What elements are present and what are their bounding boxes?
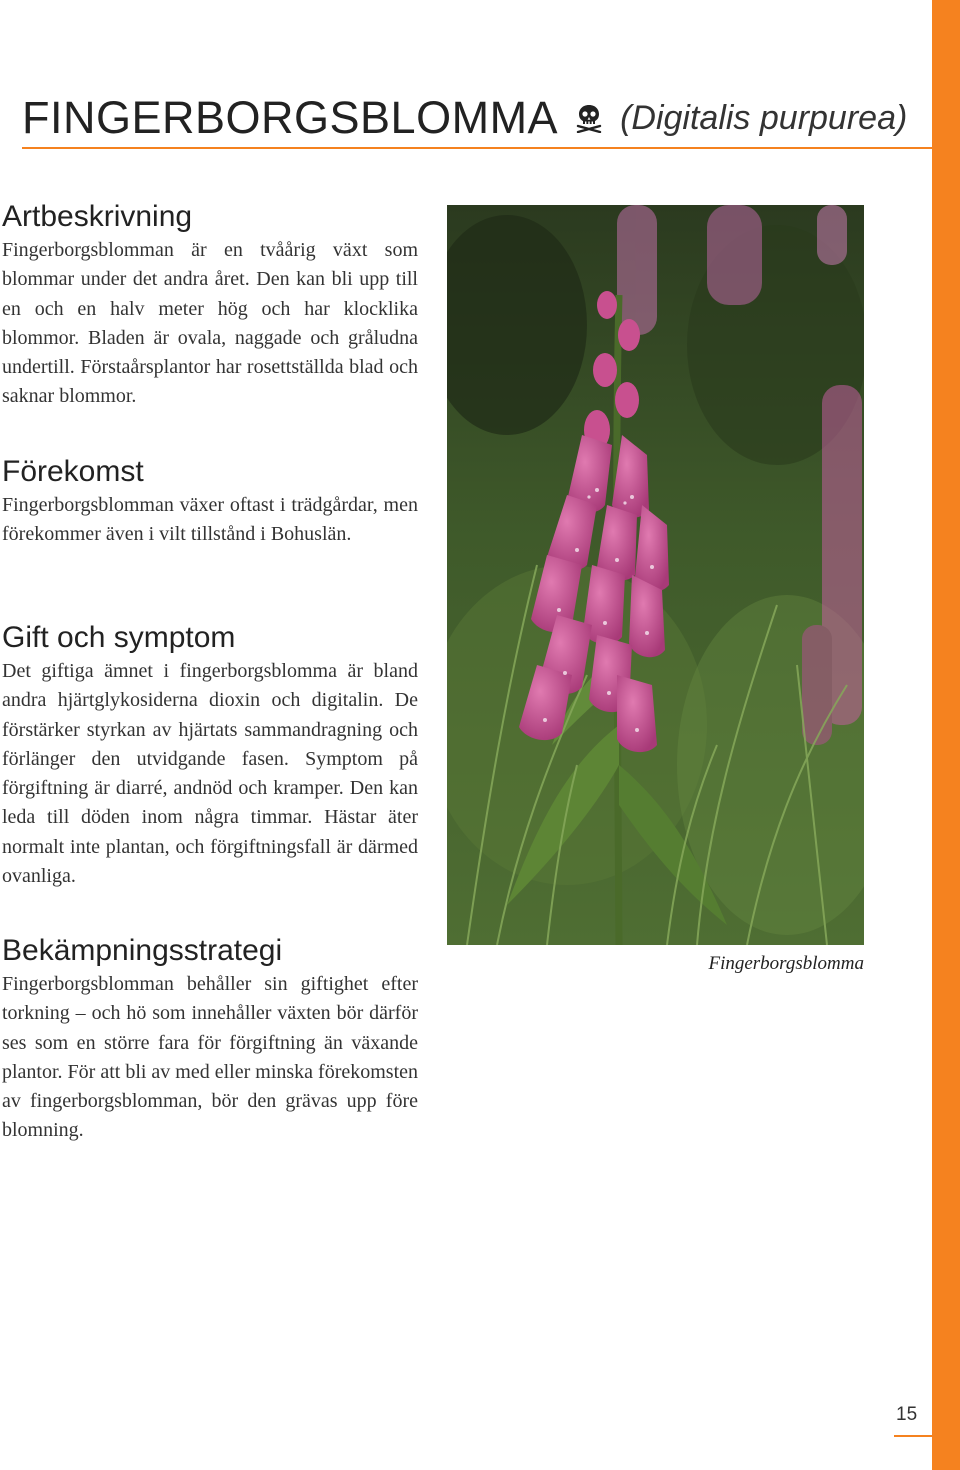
page-number: 15 bbox=[896, 1404, 918, 1425]
section-body: Fingerborgsblomman behåller sin giftighet efter torkning – och hö som innehåller växten bör därför ses som en större fara för förgiftning än växande plantor. För att bli av med eller minska förekomsten av fingerborgsblomman, bör den grävas upp före blomning. bbox=[2, 973, 419, 1142]
title-divider bbox=[22, 147, 932, 149]
section-body: Det giftiga ämnet i fingerborgsblomma är bland andra hjärtglykosiderna dioxin och digitalin. De förstärker styrkan av hjärtats sammandragning och förlänger den utvidgande fasen. Symptom på förgiftning är diarré, andnöd och kramper. Den kan leda till döden inom några timmar. Hästar äter normalt inte plantan, och förgiftningsfall är därmed ovanliga. bbox=[2, 660, 418, 888]
section-bekampningsstrategi bbox=[2, 932, 418, 1146]
orange-side-bar bbox=[932, 0, 960, 1470]
foxglove-photo bbox=[447, 205, 864, 945]
page-number-rule bbox=[894, 1435, 932, 1437]
section-forekomst bbox=[2, 453, 418, 550]
section-heading: Bekämpningsstrategi bbox=[2, 934, 283, 967]
section-gift-och-symptom bbox=[2, 619, 418, 891]
section-heading: Gift och symptom bbox=[2, 621, 236, 654]
title-latin-name: (Digitalis purpurea) bbox=[620, 98, 908, 137]
section-heading: Artbeskrivning bbox=[2, 200, 193, 233]
title-main: FINGERBORGSBLOMMA bbox=[22, 92, 559, 143]
section-body: Fingerborgsblomman växer oftast i trädgårdar, men förekommer även i vilt tillstånd i Bohuslän. bbox=[2, 494, 418, 546]
section-artbeskrivning bbox=[2, 198, 418, 412]
skull-crossbones-icon bbox=[576, 103, 602, 133]
section-heading: Förekomst bbox=[2, 455, 144, 488]
photo-caption: Fingerborgsblomma bbox=[708, 953, 864, 974]
page-title bbox=[22, 88, 907, 148]
section-body: Fingerborgsblomman är en tvåårig växt som blommar under det andra året. Den kan bli upp till en och en halv meter hög och har klocklika blommor. Bladen är ovala, naggade och gråludna undertill. Förstaårsplantor har rosettställda blad och saknar blommor. bbox=[2, 239, 418, 408]
